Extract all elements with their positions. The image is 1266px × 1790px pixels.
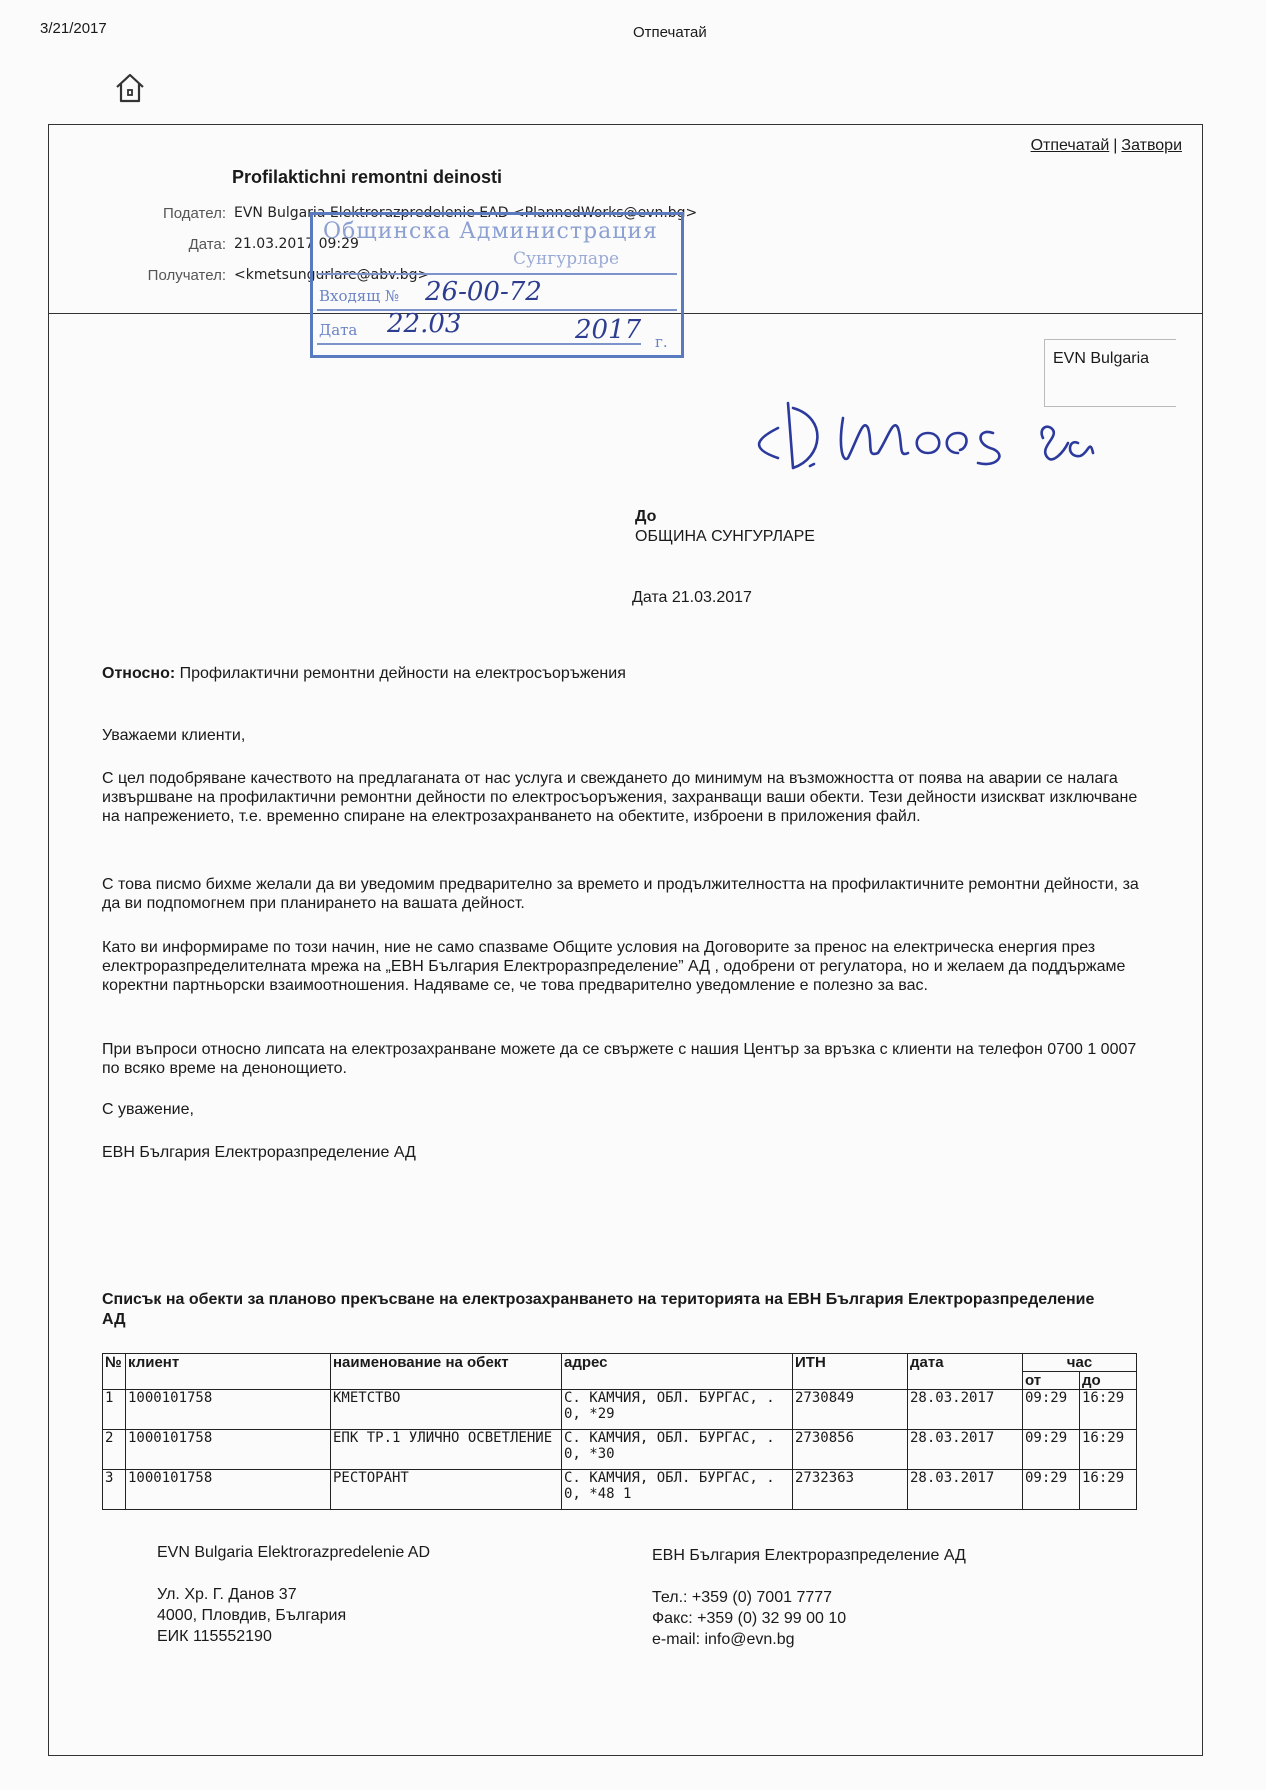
cell-itn: 2730856 <box>793 1430 908 1470</box>
footer-email: e-mail: info@evn.bg <box>652 1631 795 1648</box>
to-label: Получател: <box>147 267 226 284</box>
stamp-in-no-label: Входящ № <box>319 287 400 305</box>
evn-logo-box: EVN Bulgaria <box>1044 339 1176 407</box>
letter-closing: С уважение, <box>102 1101 194 1118</box>
footer-address: Ул. Хр. Г. Данов 37 <box>157 1586 297 1603</box>
letter-signature: ЕВН България Електроразпределение АД <box>102 1144 416 1161</box>
cell-no: 1 <box>103 1390 126 1430</box>
footer-city: 4000, Пловдив, България <box>157 1607 347 1624</box>
table-header-row <box>103 1354 1137 1372</box>
cell-address: С. КАМЧИЯ, ОБЛ. БУРГАС, . 0, *30 <box>562 1430 793 1470</box>
date-value: 21.03.2017 09:29 <box>234 236 359 252</box>
footer-company: EVN Bulgaria Elektrorazpredelenie AD <box>157 1544 431 1561</box>
cell-address: С. КАМЧИЯ, ОБЛ. БУРГАС, . 0, *29 <box>562 1390 793 1430</box>
col-itn: ИТН <box>793 1354 908 1390</box>
cell-date: 28.03.2017 <box>908 1430 1023 1470</box>
stamp-title: Общинска Администрация <box>323 219 658 244</box>
table-row <box>103 1390 1137 1430</box>
link-separator: | <box>1113 137 1118 154</box>
close-link[interactable]: Затвори <box>1121 137 1182 154</box>
footer-right <box>652 1545 966 1650</box>
footer-company-bg: ЕВН България Електроразпределение АД <box>652 1547 966 1564</box>
re-text: Профилактични ремонтни дейности на електросъоръжения <box>175 665 626 682</box>
stamp-in-no: 26-00-72 <box>425 277 542 307</box>
cell-from: 09:29 <box>1023 1430 1080 1470</box>
message-subject: Profilaktichni remontni deinosti <box>232 167 503 187</box>
stamp-date-label: Дата <box>319 321 358 339</box>
col-no: № <box>103 1354 126 1390</box>
date-label: Дата: <box>188 236 226 253</box>
print-title: Отпечатай <box>633 24 707 41</box>
footer-fax: Факс: +359 (0) 32 99 00 10 <box>652 1610 847 1627</box>
print-link[interactable]: Отпечатай <box>1030 137 1110 154</box>
cell-client: 1000101758 <box>126 1390 331 1430</box>
cell-to: 16:29 <box>1080 1470 1137 1510</box>
cell-to: 16:29 <box>1080 1390 1137 1430</box>
letter-recipient: ОБЩИНА СУНГУРЛАРЕ <box>635 528 815 545</box>
letter-paragraph: При въпроси относно липсата на електрозахранване можете да се свържете с нашия Център за връзка с клиенти на телефон 0700 1 0007 по всяко време на денонощието. <box>102 1041 1137 1077</box>
cell-object: РЕСТОРАНТ <box>331 1470 562 1510</box>
letter-greeting: Уважаеми клиенти, <box>102 727 246 744</box>
cell-from: 09:29 <box>1023 1470 1080 1510</box>
cell-no: 3 <box>103 1470 126 1510</box>
col-from: от <box>1023 1372 1080 1390</box>
cell-client: 1000101758 <box>126 1430 331 1470</box>
col-object: наименование на обект <box>331 1354 562 1390</box>
col-to: до <box>1080 1372 1137 1390</box>
table-row <box>103 1430 1137 1470</box>
cell-address: С. КАМЧИЯ, ОБЛ. БУРГАС, . 0, *48 1 <box>562 1470 793 1510</box>
re-label: Относно: <box>102 665 176 682</box>
stamp-year-suffix: г. <box>655 333 668 351</box>
objects-table <box>102 1353 1137 1510</box>
cell-itn: 2732363 <box>793 1470 908 1510</box>
cell-from: 09:29 <box>1023 1390 1080 1430</box>
letter-re <box>102 664 1142 683</box>
cell-object: КМЕТСТВО <box>331 1390 562 1430</box>
footer-left <box>157 1542 430 1647</box>
cell-date: 28.03.2017 <box>908 1390 1023 1430</box>
stamp-date: 22.03 <box>387 309 462 339</box>
home-icon[interactable] <box>112 70 148 106</box>
cell-to: 16:29 <box>1080 1430 1137 1470</box>
registration-stamp <box>310 212 684 358</box>
top-links <box>1031 137 1182 155</box>
from-label: Подател: <box>162 205 226 222</box>
letter-date: Дата 21.03.2017 <box>632 589 752 606</box>
footer-eik: ЕИК 115552190 <box>157 1628 272 1645</box>
col-date: дата <box>908 1354 1023 1390</box>
cell-object: ЕПК ТР.1 УЛИЧНО ОСВЕТЛЕНИЕ <box>331 1430 562 1470</box>
stamp-subtitle: Сунгурларе <box>513 249 620 269</box>
letter-to-label: До <box>635 508 657 525</box>
col-hour: час <box>1023 1354 1137 1372</box>
letter-paragraph: С цел подобряване качеството на предлаганата от нас услуга и свеждането до минимум на възможността от поява на аварии се налага извършване на профилактични ремонтни дейности по електросъоръжения, захранващи ваши обекти. Тези дейности изискват изключване на напрежението, т.е. временно спиране на електрозахранването на обектите, изброени в приложения файл. <box>102 770 1138 825</box>
table-title: Списък на обекти за планово прекъсване на електрозахранването на територията на ЕВН България Електроразпределение АД <box>102 1291 1095 1328</box>
to-value: <kmetsungurlare@abv.bg> <box>234 267 430 283</box>
col-client: клиент <box>126 1354 331 1390</box>
table-row <box>103 1470 1137 1510</box>
cell-date: 28.03.2017 <box>908 1470 1023 1510</box>
footer-phone: Тел.: +359 (0) 7001 7777 <box>652 1589 833 1606</box>
print-date: 3/21/2017 <box>40 20 107 37</box>
cell-itn: 2730849 <box>793 1390 908 1430</box>
letter-paragraph: Като ви информираме по този начин, ние не само спазваме Общите условия на Договорите за пренос на електрическа енергия през електроразпределителната мрежа на „ЕВН България Електроразпределение” АД , одобрени от регулатора, но и желаем да поддържаме коректни партньорски взаимоотношения. Надяваме се, че това предварително уведомление е полезно за вас. <box>102 939 1126 994</box>
cell-no: 2 <box>103 1430 126 1470</box>
letter-paragraph: С това писмо бихме желали да ви уведомим предварително за времето и продължителността на профилактичните ремонтни дейности, за да ви подпомогнем при планирането на вашата дейност. <box>102 876 1139 912</box>
stamp-year: 2017 <box>575 315 642 345</box>
cell-client: 1000101758 <box>126 1470 331 1510</box>
from-value: EVN Bulgaria Elektrorazpredelenie EAD <PlannedWorks@evn.bg> <box>234 205 698 221</box>
col-address: адрес <box>562 1354 793 1390</box>
